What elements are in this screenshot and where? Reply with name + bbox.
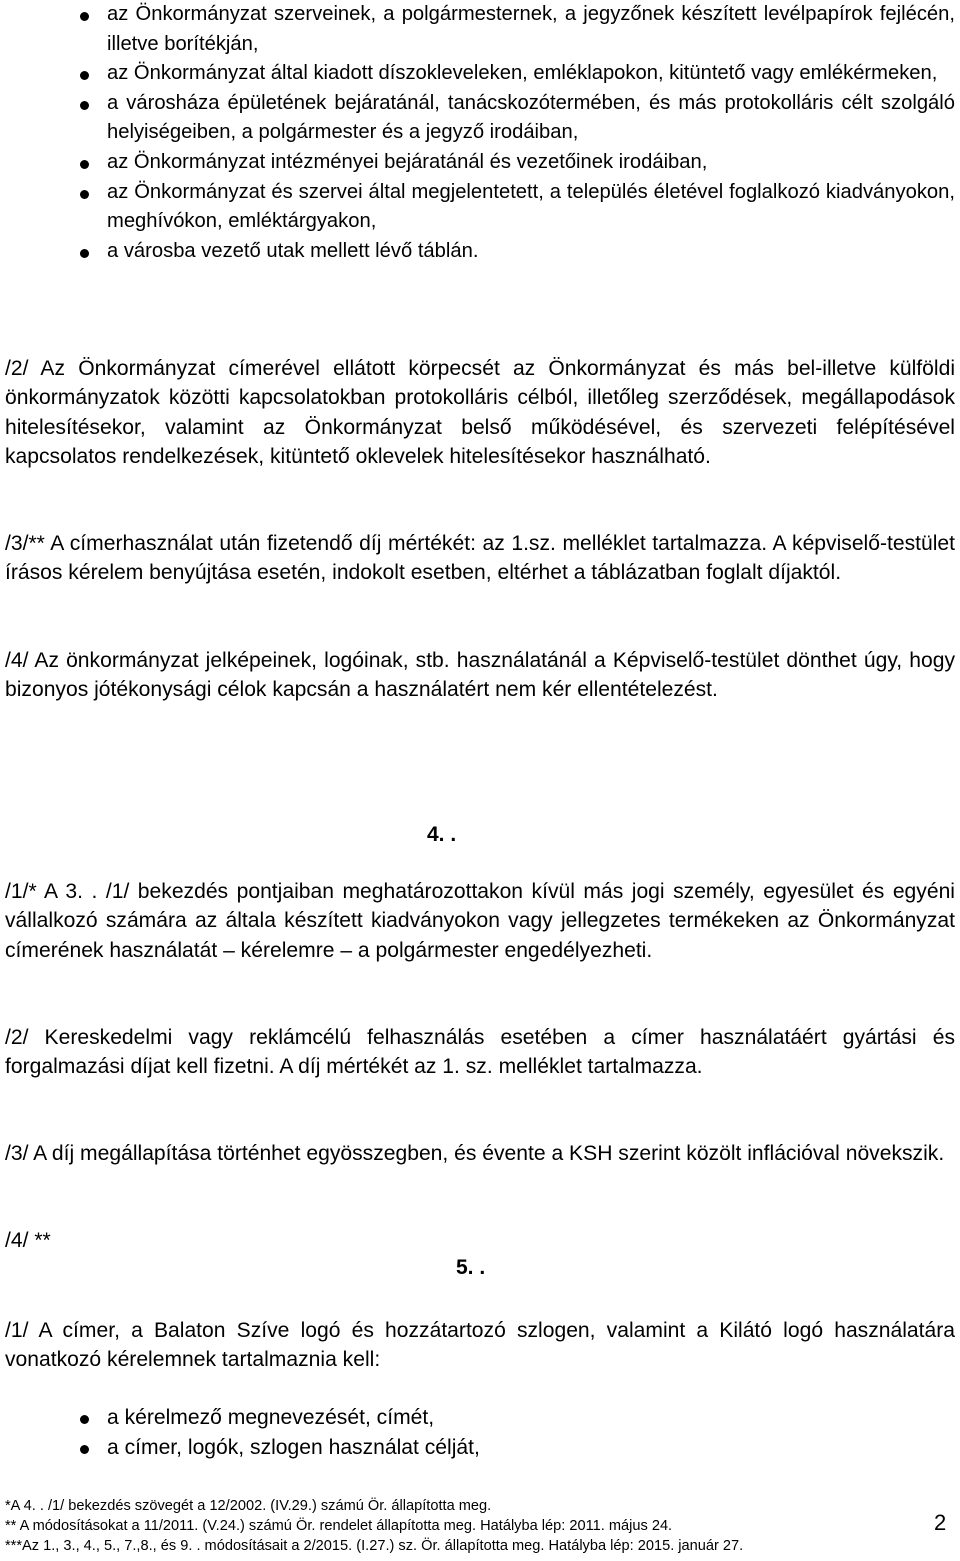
paragraph-4-2: /2/ Kereskedelmi vagy reklámcélú felhasználás esetében a címer használatáért gyártási és forgalmazási díjat kell fizetni. A díj mértékét az 1. sz. melléklet tartalmazza. xyxy=(5,1026,955,1079)
paragraph-3-4: /4/ Az önkormányzat jelképeinek, logóinak, stb. használatánál a Képviselő-testület dönthet úgy, hogy bizonyos jótékonysági célok kapcsán a használatért nem kér ellentételezést. xyxy=(5,649,955,702)
bullet-icon xyxy=(80,12,89,21)
bullet-icon xyxy=(80,101,89,110)
list-item: az Önkormányzat által kiadott díszokleveleken, emléklapokon, kitüntető vagy emlékérmeken, xyxy=(0,59,960,89)
request-contents-list xyxy=(0,1403,960,1463)
paragraph-5-1: /1/ A címer, a Balaton Szíve logó és hozzátartozó szlogen, valamint a Kilátó logó használatára vonatkozó kérelemnek tartalmaznia kell: xyxy=(5,1319,955,1372)
paragraph-3-2: /2/ Az Önkormányzat címerével ellátott körpecsét az Önkormányzat és más bel-illetve külföldi önkormányzatok közötti kapcsolatokban protokolláris célból, illetőleg szerződések, megállapodások hitelesítésekor, valamint az Önkormányzat belső működésével, és szervezeti felépítésével kapcsolatos rendelkezések, kitüntető oklevelek hitelesítésekor használható. xyxy=(5,357,955,469)
bullet-icon xyxy=(80,249,89,258)
list-item: az Önkormányzat és szervei által megjelentetett, a település életével foglalkozó kiadványokon, meghívókon, emléktárgyakon, xyxy=(0,178,960,237)
usage-list xyxy=(0,0,960,266)
paragraph-4-3: /3/ A díj megállapítása történhet egyösszegben, és évente a KSH szerint közölt inflációval növekszik. xyxy=(5,1142,945,1165)
paragraph-4-1: /1/* A 3. . /1/ bekezdés pontjaiban meghatározottakon kívül más jogi személy, egyesület és egyéni vállalkozó számára az általa készített kiadványokon vagy jellegzetes termékeken az Önkormányzat címerének használatát – kérelemre – a polgármester engedélyezheti. xyxy=(5,880,955,962)
bullet-icon xyxy=(80,71,89,80)
list-item: a címer, logók, szlogen használat célját, xyxy=(0,1433,960,1463)
list-item: a városháza épületének bejáratánál, tanácskozótermében, és más protokolláris célt szolgáló helyiségeiben, a polgármester és a jegyző irodáiban, xyxy=(0,89,960,148)
paragraph-4-4: /4/ ** xyxy=(5,1229,51,1252)
footnote: *A 4. . /1/ bekezdés szövegét a 12/2002. (IV.29.) számú Ör. állapította meg. xyxy=(5,1498,492,1514)
section-heading-4: 4. . xyxy=(427,823,457,846)
list-item: az Önkormányzat szerveinek, a polgármesternek, a jegyzőnek készített levélpapírok fejlécén, illetve borítékján, xyxy=(0,0,960,59)
bullet-icon xyxy=(80,1445,89,1454)
list-item: az Önkormányzat intézményei bejáratánál és vezetőinek irodáiban, xyxy=(0,148,960,178)
section-heading-5: 5. . xyxy=(456,1256,486,1279)
bullet-icon xyxy=(80,1415,89,1424)
footnote: ** A módosításokat a 11/2011. (V.24.) számú Ör. rendelet állapította meg. Hatályba lép: 2011. május 24. xyxy=(5,1518,673,1534)
footnotes xyxy=(5,1496,905,1556)
bullet-icon xyxy=(80,190,89,199)
paragraph-3-3: /3/** A címerhasználat után fizetendő díj mértékét: az 1.sz. melléklet tartalmazza. A képviselő-testület írásos kérelem benyújtása esetén, indokolt esetben, eltérhet a táblázatban foglalt díjaktól. xyxy=(5,532,955,585)
list-item: a városba vezető utak mellett lévő táblán. xyxy=(0,237,960,267)
bullet-icon xyxy=(80,160,89,169)
footnote: ***Az 1., 3., 4., 5., 7.,8., és 9. . módosításait a 2/2015. (I.27.) sz. Ör. állapította meg. Hatályba lép: 2015. január 27. xyxy=(5,1538,744,1554)
list-item: a kérelmező megnevezését, címét, xyxy=(0,1403,960,1433)
page-number: 2 xyxy=(934,1510,947,1535)
